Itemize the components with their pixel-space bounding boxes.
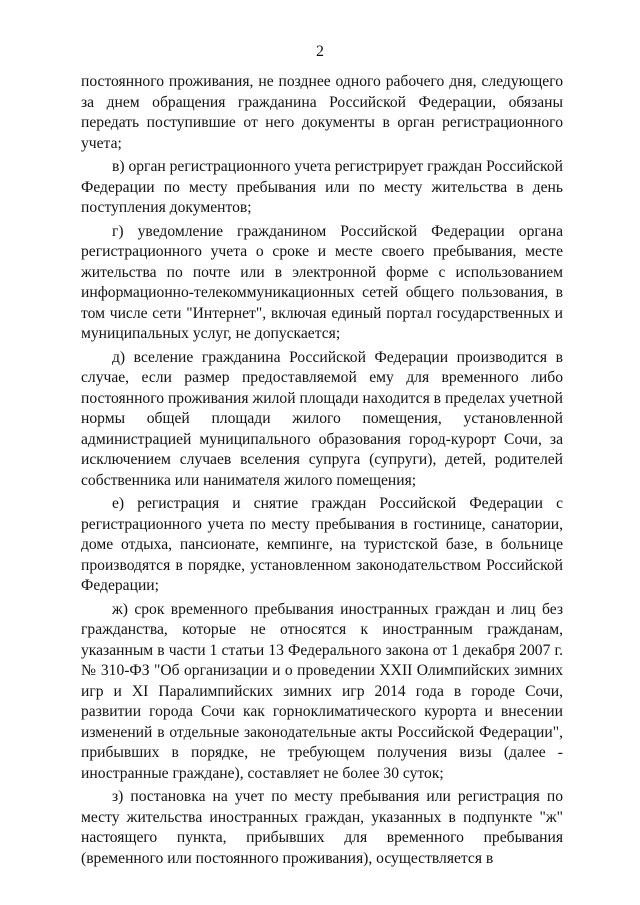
paragraph-item-z: з) постановка на учет по месту пребывания или регистрация по месту жительства иностранных граждан, указанных в подпункте "ж" настоящего пункта, прибывших для временного пребывания (временного или постоянного проживания), осуществляется в — [81, 788, 563, 867]
paragraph-continuation: постоянного проживания, не позднее одного рабочего дня, следующего за днем обращения гражданина Российской Федерации, обязаны передать поступившие от него документы в орган регистрационного учета; — [81, 73, 563, 152]
paragraph-item-v: в) орган регистрационного учета регистрирует граждан Российской Федерации по месту пребывания или по месту жительства в день поступления документов; — [81, 158, 563, 216]
page-number: 2 — [316, 43, 324, 60]
paragraph-item-g: г) уведомление гражданином Российской Федерации органа регистрационного учета о сроке и месте своего пребывания, месте жительства по почте или в электронной форме с использованием информационно-телекоммуникационных сетей общего пользования, в том числе сети "Интернет", включая единый портал государственных и муниципальных услуг, не допускается; — [81, 222, 563, 342]
document-body — [81, 72, 563, 869]
paragraph-item-zh: ж) срок временного пребывания иностранных граждан и лиц без гражданства, которые не относятся к иностранным гражданам, указанным в части 1 статьи 13 Федерального закона от 1 декабря 2007 г. № 310-ФЗ "Об организации и о проведении XXII Олимпийских зимних игр и XI Паралимпийских зимних игр 2014 года в городе Сочи, развитии города Сочи как горноклиматического курорта и внесении изменений в отдельные законодательные акты Российской Федерации", прибывших в порядке, не требующем получения визы (далее - иностранные граждане), составляет не более 30 суток; — [81, 600, 563, 782]
paragraph-item-e: е) регистрация и снятие граждан Российской Федерации с регистрационного учета по месту пребывания в гостинице, санатории, доме отдыха, пансионате, кемпинге, на туристской базе, в больнице производятся в порядке, установленном законодательством Российской Федерации; — [81, 495, 563, 594]
paragraph-item-d: д) вселение гражданина Российской Федерации производится в случае, если размер предоставляемой ему для временного либо постоянного проживания жилой площади находится в пределах учетной нормы общей площади жилого помещения, установленной администрацией муниципального образования город-курорт Сочи, за исключением случаев вселения супруга (супруги), детей, родителей собственника или нанимателя жилого помещения; — [81, 348, 563, 489]
